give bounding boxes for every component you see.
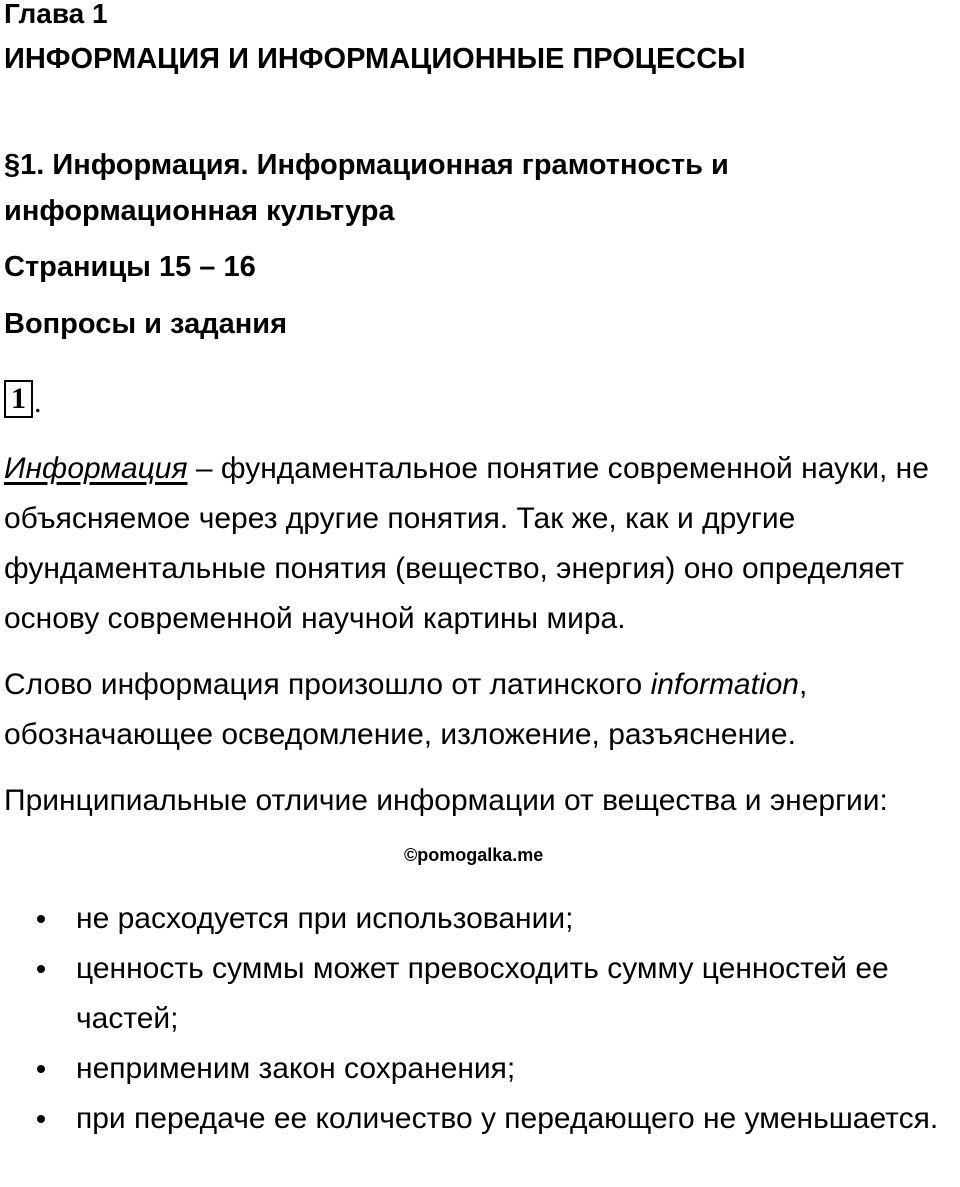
list-item xyxy=(0,944,960,1044)
pages-heading: Страницы 15 – 16 xyxy=(4,251,256,283)
etymology-text-before: Слово информация произошло от латинского xyxy=(4,668,651,701)
questions-heading: Вопросы и задания xyxy=(4,308,288,340)
list-item xyxy=(0,1044,960,1094)
bullet-icon xyxy=(37,965,45,973)
list-item-text: ценность суммы может превосходить сумму ценностей ее частей; xyxy=(76,952,889,1035)
bullet-icon xyxy=(37,915,45,923)
chapter-label: Глава 1 xyxy=(4,0,108,29)
task-number xyxy=(4,376,42,418)
differences-list xyxy=(0,894,960,1144)
list-item-text: не расходуется при использовании; xyxy=(76,902,574,935)
list-item-text: неприменим закон сохранения; xyxy=(76,1052,516,1085)
definition-paragraph xyxy=(4,444,954,644)
list-item xyxy=(0,894,960,944)
bullet-icon xyxy=(37,1065,45,1073)
latin-word: information xyxy=(650,668,799,701)
list-item xyxy=(0,1094,960,1144)
etymology-text-after: , обозначающее осведомление, изложение, разъяснение. xyxy=(4,668,808,751)
task-number-dot: . xyxy=(34,386,42,419)
defined-term: Информация xyxy=(4,452,188,485)
chapter-title: ИНФОРМАЦИЯ И ИНФОРМАЦИОННЫЕ ПРОЦЕССЫ xyxy=(4,43,746,75)
bullet-icon xyxy=(37,1115,45,1123)
definition-text: – фундаментальное понятие современной науки, не объясняемое через другие понятия. Так же, как и другие фундаментальные понятия (вещество, энергия) оно определяет основу современной научной картины мира. xyxy=(4,452,929,635)
differences-paragraph: Принципиальные отличие информации от вещества и энергии: xyxy=(4,784,888,817)
list-item-text: при передаче ее количество у передающего не уменьшается. xyxy=(76,1102,939,1135)
watermark: ©pomogalka.me xyxy=(404,845,544,865)
task-number-box: 1 xyxy=(4,380,33,418)
etymology-paragraph xyxy=(4,660,954,760)
section-title: §1. Информация. Информационная грамотность и информационная культура xyxy=(4,149,729,227)
